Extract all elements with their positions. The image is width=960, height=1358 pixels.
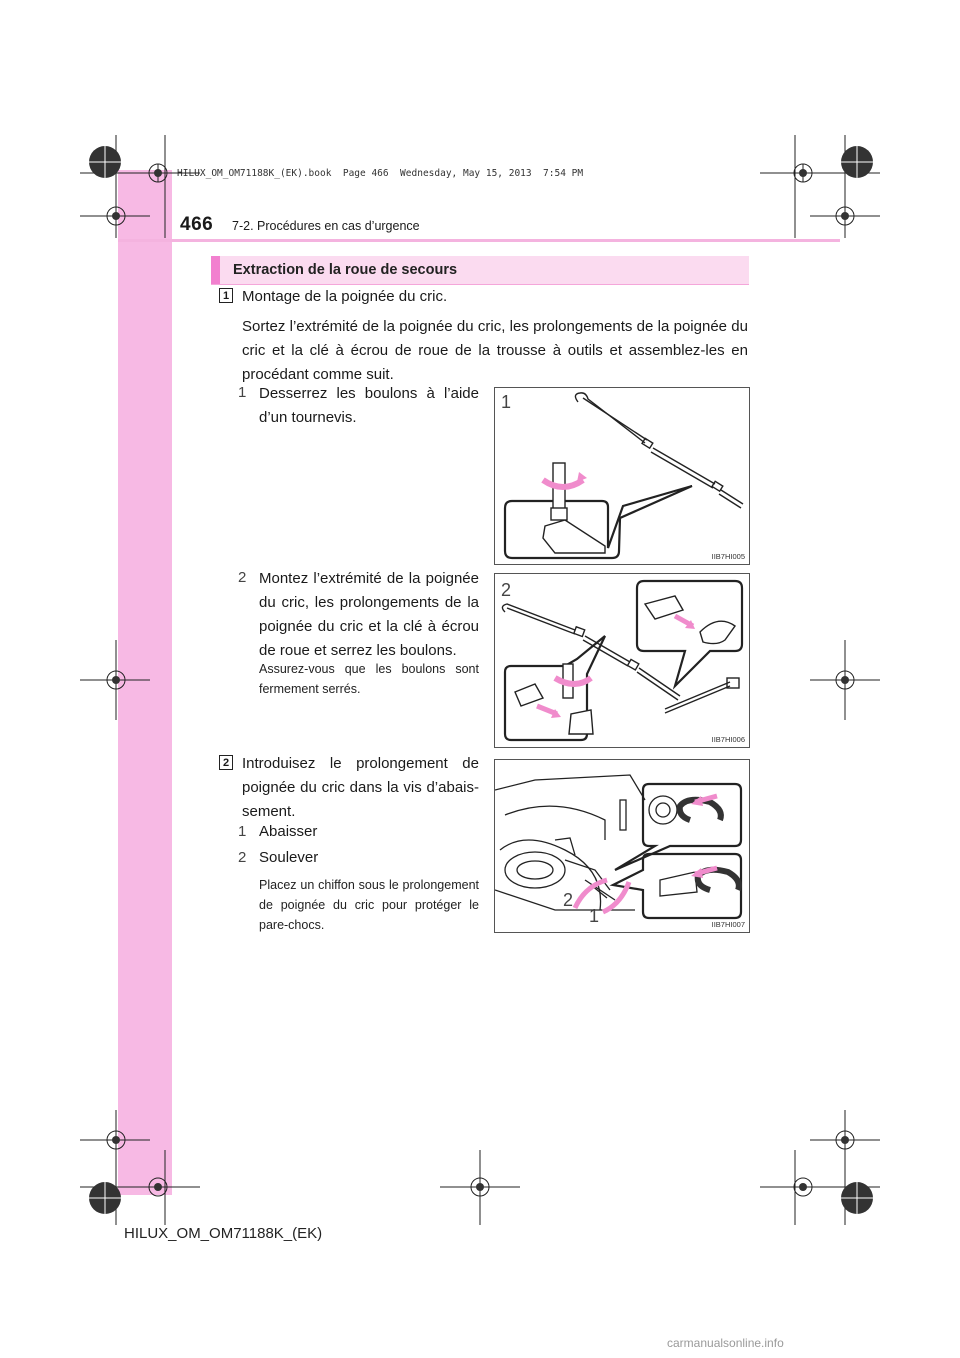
vehicle-rear-drawing [495, 760, 751, 934]
substep-2-note: Assurez-vous que les boulons sont fermement serrés. [259, 662, 479, 696]
jack-handle-drawing [495, 388, 751, 566]
site-watermark: carmanualsonline.info [667, 1336, 784, 1350]
option-1-marker: 1 [238, 823, 247, 840]
figure-1-code: IIB7HI005 [711, 552, 745, 561]
figure-3-marker-raise: 2 [563, 890, 574, 910]
file-info-line: HILUX_OM_OM71188K_(EK).book Page 466 Wednesday, May 15, 2013 7:54 PM [177, 168, 584, 179]
illustration-assemble-handle [494, 573, 750, 748]
substep-1-text: Desserrez les boulons à l’aide d’un tournevis. [259, 385, 479, 426]
step-1-marker: 1 [219, 288, 233, 303]
step-1-body: Sortez l’extrémité de la poignée du cric, les prolongements de la poignée du cric et la clé à écrou de roue de la trousse à outils et assemblez-les en procédant comme suit. [242, 318, 748, 383]
chapter-title: 7-2. Procédures en cas d’urgence [232, 219, 420, 233]
step-2-note: Placez un chiffon sous le prolongement de poignée du cric pour protéger le pare-chocs. [259, 878, 479, 932]
section-title: Extraction de la roue de secours [233, 262, 458, 278]
illustration-insert-extension [494, 759, 750, 933]
illustration-loosen-bolts [494, 387, 750, 565]
figure-1-marker: 1 [501, 392, 512, 412]
section-heading [211, 256, 749, 284]
handle-assembly-drawing [495, 574, 751, 749]
page-number: 466 [180, 214, 214, 235]
option-raise-label: Soulever [259, 849, 319, 866]
option-lower-label: Abaisser [259, 823, 318, 840]
substep-1-marker: 1 [238, 384, 247, 401]
figure-3-marker-lower: 1 [589, 906, 600, 926]
option-2-marker: 2 [238, 849, 247, 866]
figure-3-code: IIB7HI007 [711, 920, 745, 929]
substep-2-marker: 2 [238, 569, 247, 586]
step-2-text: Introduisez le prolongement de poignée du cric dans la vis d’abaissement. [242, 755, 479, 820]
step-1-title: Montage de la poignée du cric. [242, 288, 448, 305]
figure-2-code: IIB7HI006 [711, 735, 745, 744]
figure-2-marker: 2 [501, 580, 512, 600]
step-2-marker: 2 [219, 755, 233, 770]
document-id: HILUX_OM_OM71188K_(EK) [124, 1225, 323, 1242]
substep-2-text: Montez l’extrémité de la poignée du cric, les prolongements de la poignée du cric et la clé à écrou de roue et serrez les boulons. [259, 570, 479, 659]
